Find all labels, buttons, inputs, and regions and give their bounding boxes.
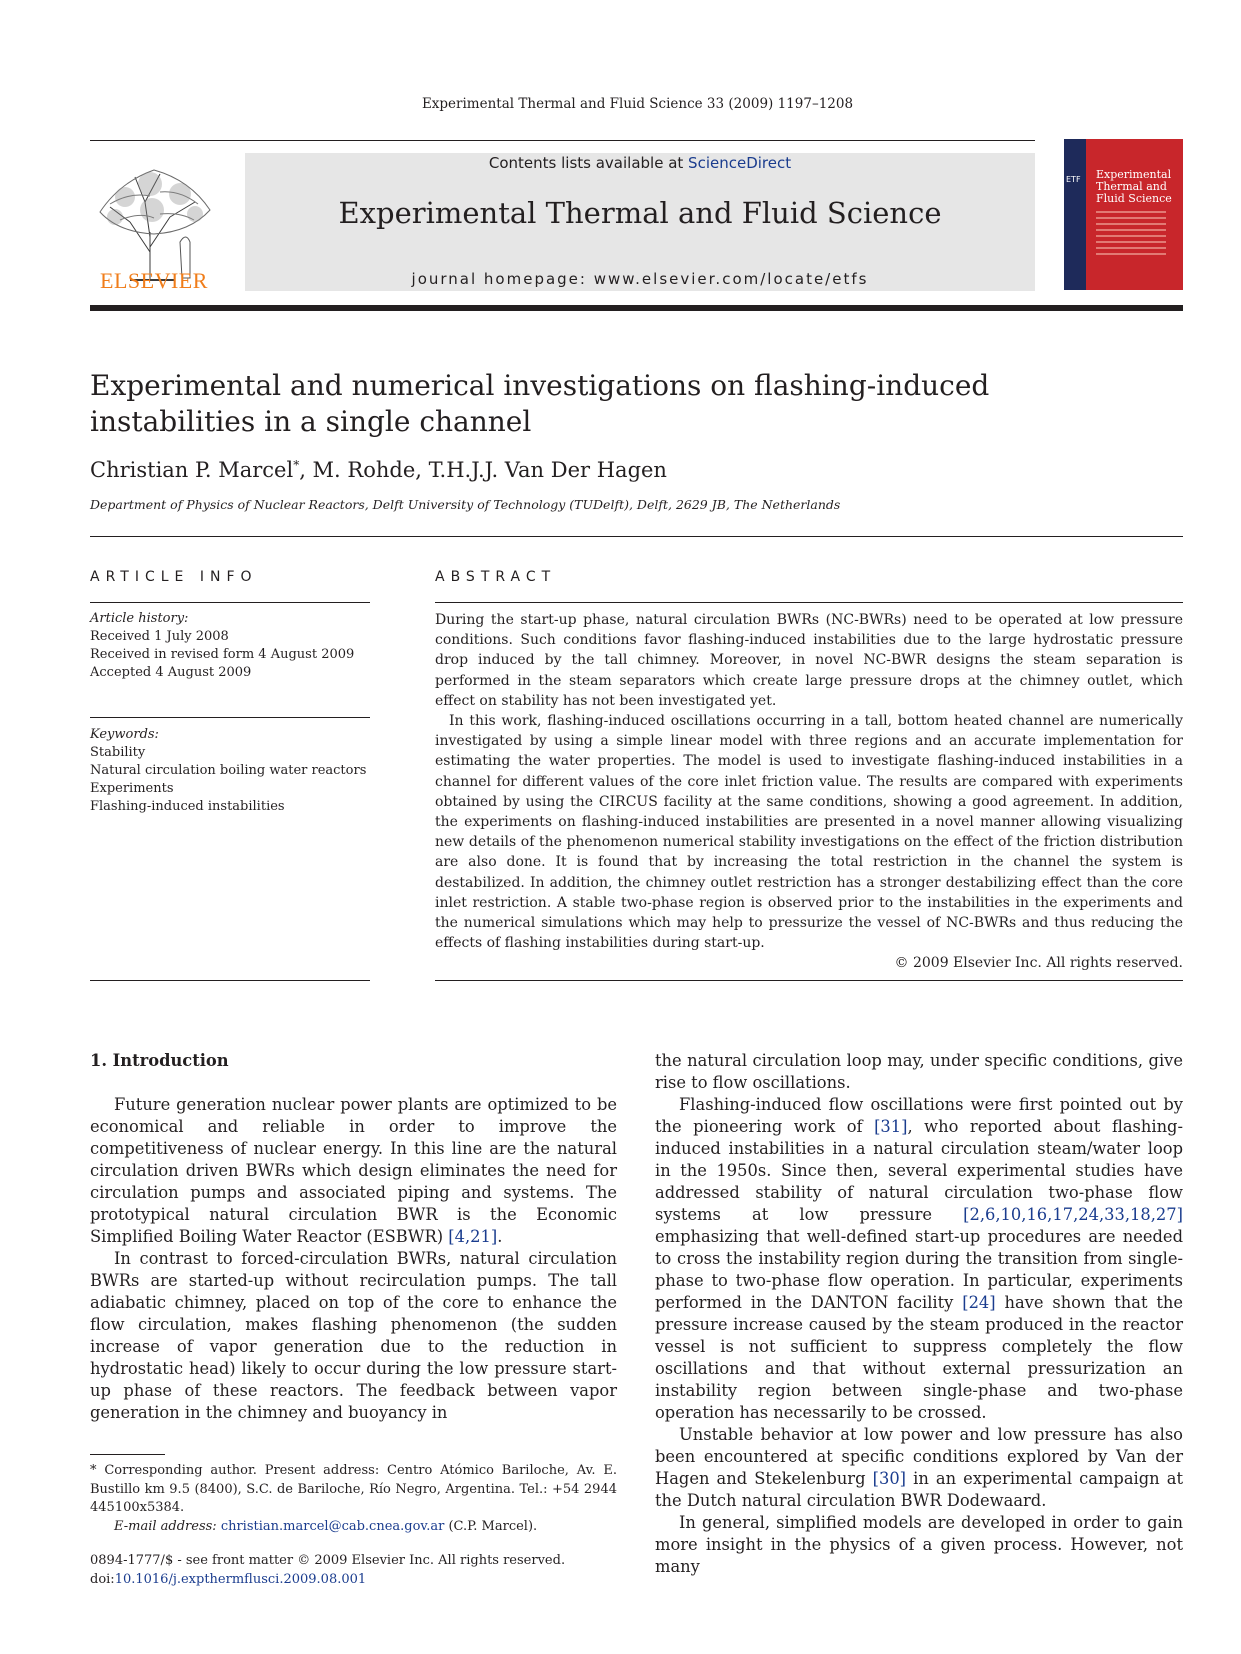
keyword-item: Flashing-induced instabilities — [90, 799, 285, 814]
citation-link[interactable]: [2,6,10,16,17,24,33,18,27] — [963, 1205, 1183, 1224]
cover-spine — [1064, 139, 1086, 290]
corresponding-author-footnote — [90, 1462, 617, 1536]
doi-link[interactable]: 10.1016/j.expthermflusci.2009.08.001 — [114, 1571, 367, 1587]
running-head: Experimental Thermal and Fluid Science 33 (2009) 1197–1208 — [421, 96, 854, 112]
keyword-item: Stability — [90, 745, 146, 760]
author-list — [90, 458, 667, 482]
journal-title: Experimental Thermal and Fluid Science — [338, 196, 942, 230]
intro-text: in an experimental campaign at the Dutch natural circulation BWR Dodewaard. — [655, 1469, 1183, 1510]
history-received: Received 1 July 2008 — [90, 629, 229, 644]
intro-text: , who reported about flashing-induced instabilities in a natural circulation steam/water loop in the 1950s. Since then, several experimental studies have addressed stability of natural circulation two-phase flow systems at low pressure — [655, 1117, 1183, 1224]
history-accepted: Accepted 4 August 2009 — [90, 665, 252, 680]
masthead-thick-rule — [90, 305, 1183, 311]
article-info-bottom-rule — [90, 980, 370, 981]
footnote-email-line — [90, 1518, 617, 1537]
keyword-item: Experiments — [90, 781, 174, 796]
intro-paragraph-5: In general, simplified models are developed in order to gain more insight in the physics of a given process. However, not many — [655, 1513, 1183, 1576]
abstract-rule — [435, 602, 1183, 603]
cover-text-lines — [1096, 211, 1166, 259]
contents-prefix: Contents lists available at — [488, 154, 689, 172]
abstract-heading: ABSTRACT — [435, 569, 557, 585]
affiliation-rule — [90, 536, 1183, 537]
keywords-label: Keywords: — [90, 727, 159, 742]
doi-line — [90, 1571, 690, 1590]
cover-abbrev: ETF — [1066, 175, 1081, 184]
footnote-address — [90, 1462, 617, 1518]
keywords — [90, 726, 370, 816]
intro-text: Unstable behavior at low power and low pressure has also been encountered at specific conditions explored by Van der Hagen and Stekelenburg — [655, 1425, 1183, 1488]
affiliation: Department of Physics of Nuclear Reactors, Delft University of Technology (TUDelft), Delft, 2629 JB, The Netherlands — [90, 497, 841, 512]
abstract-body — [435, 610, 1183, 974]
article-history — [90, 610, 370, 682]
journal-cover — [1064, 139, 1183, 290]
citation-link[interactable]: [31] — [874, 1117, 908, 1136]
body-right-column — [655, 1050, 1183, 1578]
citation-link[interactable]: [4,21] — [448, 1227, 498, 1246]
history-revised: Received in revised form 4 August 2009 — [90, 647, 355, 662]
keyword-item: Natural circulation boiling water reactors — [90, 763, 367, 778]
journal-homepage[interactable]: journal homepage: www.elsevier.com/locate/etfs — [411, 270, 869, 288]
intro-paragraph-continued: the natural circulation loop may, under specific conditions, give rise to flow oscillations. — [655, 1051, 1183, 1092]
header-rule — [90, 140, 1035, 141]
abstract-paragraph-1: During the start-up phase, natural circulation BWRs (NC-BWRs) need to be operated at low pressure conditions. Such conditions favor flashing-induced instabilities due to the large hydrostatic pressure drop induced by the tall chimney. Moreover, in novel NC-BWR designs the steam separation is performed in the steam separators which create large pressure drops at the chimney outlet, which effect on stability has not been investigated yet. — [435, 612, 1183, 709]
corresponding-author-mark[interactable]: * — [293, 458, 300, 472]
intro-paragraph-3 — [655, 1094, 1183, 1424]
footnote-rule — [90, 1454, 165, 1455]
article-info-rule — [90, 602, 370, 603]
email-suffix: (C.P. Marcel). — [444, 1518, 538, 1534]
other-authors: , M. Rohde, T.H.J.J. Van Der Hagen — [299, 458, 667, 482]
intro-paragraph-2: In contrast to forced-circulation BWRs, natural circulation BWRs are started-up without recirculation pumps. The tall adiabatic chimney, placed on top of the core to enhance the flow circulation, makes flashing phenomenon (the sudden increase of vapor generation due to the reduction in hydrostatic head) likely to occur during the low pressure start-up phase of these reactors. The feedback between vapor generation in the chimney and buoyancy in — [90, 1249, 617, 1422]
article-info-heading: ARTICLE INFO — [90, 569, 258, 585]
intro-text: Flashing-induced flow oscillations were first pointed out by the pioneering work of — [655, 1095, 1183, 1136]
contents-line — [245, 154, 1035, 172]
intro-text: Future generation nuclear power plants are optimized to be economical and reliable in order to improve the competitiveness of nuclear energy. In this line are the natural circulation driven BWRs which design eliminates the need for circulation pumps and associated piping and systems. The prototypical natural circulation BWR is the Economic Simplified Boiling Water Reactor (ESBWR) — [90, 1095, 617, 1246]
article-title: Experimental and numerical investigations on flashing-induced instabilities in a single channel — [90, 369, 990, 438]
intro-paragraph-1 — [90, 1094, 617, 1248]
footnote-text: Corresponding author. Present address: Centro Atómico Bariloche, Av. E. Bustillo km 9.5 (8400), S.C. de Bariloche, Río Negro, Argentina. Tel.: +54 2944 445100x5384. — [90, 1463, 617, 1515]
history-keywords-rule — [90, 717, 370, 718]
intro-paragraph-4 — [655, 1424, 1183, 1512]
sciencedirect-link[interactable]: ScienceDirect — [688, 154, 792, 172]
doi-prefix: doi: — [90, 1571, 115, 1587]
email-label: E-mail address: — [114, 1518, 221, 1534]
abstract-copyright: © 2009 Elsevier Inc. All rights reserved. — [894, 955, 1183, 972]
cover-title: Experimental Thermal and Fluid Science — [1096, 168, 1172, 205]
body-left-column — [90, 1050, 617, 1424]
section-heading-introduction: 1. Introduction — [90, 1051, 229, 1070]
abstract-paragraph-2: In this work, flashing-induced oscillations occurring in a tall, bottom heated channel are numerically investigated by using a simple linear model with three regions and an accurate implementation for estimating the water properties. The model is used to investigate flashing-induced instabilities in a channel for different values of the core inlet friction value. The results are compared with experiments obtained by using the CIRCUS facility at the same conditions, showing a good agreement. In addition, the experiments on flashing-induced instabilities are presented in a novel manner allowing visualizing new details of the phenomenon numerical stability investigations on the effect of the friction distribution are also done. It is found that by increasing the total restriction in the channel the system is destabilized. In addition, the chimney outlet restriction has a stronger destabilizing effect than the core inlet restriction. A stable two-phase region is observed prior to the instabilities in the experiments and the numerical simulations which may help to pressurize the vessel of NC-BWRs and thus reducing the effects of flashing instabilities during start-up. — [435, 713, 1183, 952]
author-email-link[interactable]: christian.marcel@cab.cnea.gov.ar — [220, 1518, 445, 1534]
intro-text: emphasizing that well-defined start-up procedures are needed to cross the instability region during the transition from single-phase to two-phase flow operation. In particular, experiments performed in the DANTON facility — [655, 1227, 1183, 1312]
intro-text: have shown that the pressure increase caused by the steam produced in the reactor vessel is not sufficient to suppress completely the flow oscillations and that without external pressurization an instability region between single-phase and two-phase operation has necessarily to be crossed. — [655, 1293, 1184, 1422]
footnote-mark: * — [90, 1463, 97, 1478]
citation-link[interactable]: [24] — [962, 1293, 996, 1312]
front-matter-info — [90, 1552, 690, 1589]
intro-text: . — [497, 1227, 503, 1246]
abstract-bottom-rule — [435, 980, 1183, 981]
elsevier-wordmark: ELSEVIER — [100, 268, 208, 293]
first-author[interactable]: Christian P. Marcel — [90, 458, 294, 482]
history-label: Article history: — [90, 611, 189, 626]
citation-link[interactable]: [30] — [872, 1469, 907, 1488]
issn-line: 0894-1777/$ - see front matter © 2009 Elsevier Inc. All rights reserved. — [90, 1553, 566, 1568]
